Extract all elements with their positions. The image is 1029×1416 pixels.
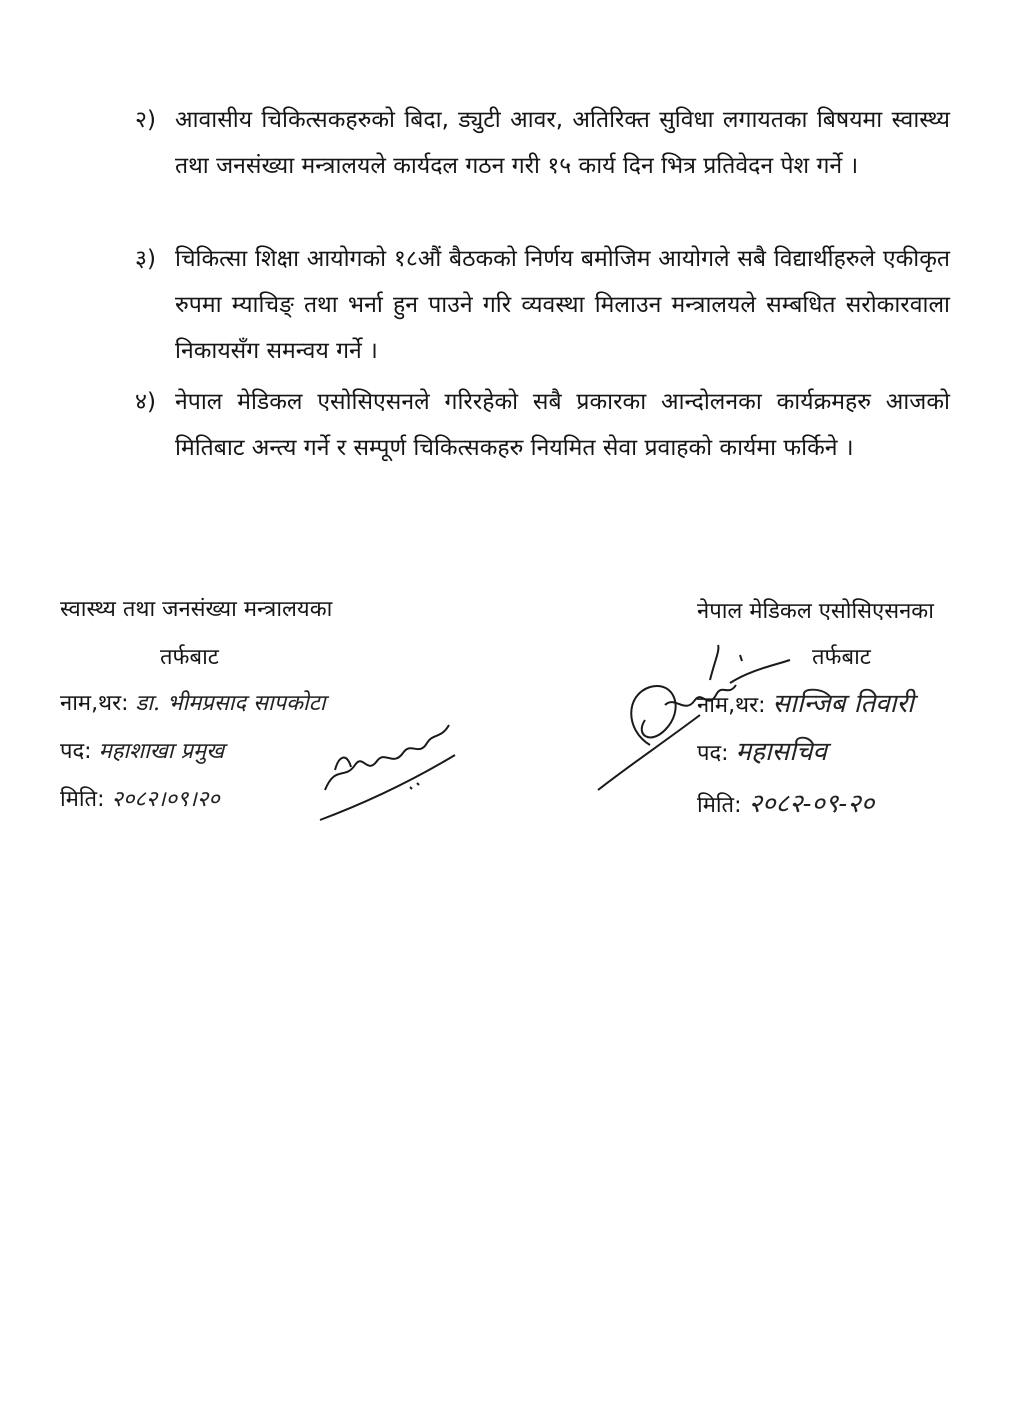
ministry-org-line: स्वास्थ्य तथा जनसंख्या मन्त्रालयका [60, 597, 333, 622]
point-2-text: आवासीय चिकित्सकहरुको बिदा, ड्युटी आवर, अतिरिक्त सुविधा लगायतका बिषयमा स्वास्थ्य तथा जनसंख्या मन्त्रालयले कार्यदल गठन गरी १५ कार्य दिन भित्र प्रतिवेदन पेश गर्ने । [175, 107, 950, 179]
ministry-signature [315, 695, 465, 825]
ministry-name-row [60, 690, 326, 718]
ministry-name-value: डा. भीमप्रसाद सापकोटा [135, 691, 326, 716]
nma-post-label: पद: [697, 741, 729, 766]
ministry-date-row [60, 786, 220, 814]
nma-date-value: २०८२-०९-२० [748, 789, 875, 819]
point-2 [135, 97, 950, 189]
nma-signature [590, 635, 790, 795]
point-4-number: ४) [135, 389, 156, 415]
point-3 [135, 236, 950, 374]
nma-org-line: नेपाल मेडिकल एसोसिएसनका [697, 599, 934, 624]
nma-name-value: सान्जिब तिवारी [772, 689, 914, 719]
ministry-name-label: नाम,थर: [60, 691, 129, 716]
nma-post-value: महासचिव [735, 737, 827, 767]
nma-on-behalf: तर्फबाट [812, 645, 871, 670]
ministry-on-behalf: तर्फबाट [160, 645, 219, 670]
ministry-post-label: पद: [60, 739, 92, 764]
point-4 [135, 379, 950, 471]
ministry-date-value: २०८२।०९।२० [111, 787, 220, 812]
point-3-number: ३) [135, 246, 156, 272]
point-3-text: चिकित्सा शिक्षा आयोगको १८औं बैठकको निर्णय बमोजिम आयोगले सबै विद्यार्थीहरुले एकीकृत रुपमा म्याचिङ् तथा भर्ना हुन पाउने गरि व्यवस्था मिलाउन मन्त्रालयले सम्बधित सरोकारवाला निकायसँग समन्वय गर्ने । [175, 246, 950, 364]
ministry-post-value: महाशाखा प्रमुख [98, 739, 225, 764]
point-2-number: २) [135, 107, 156, 133]
point-4-text: नेपाल मेडिकल एसोसिएसनले गरिरहेको सबै प्रकारका आन्दोलनका कार्यक्रमहरु आजको मितिबाट अन्त्य गर्ने र सम्पूर्ण चिकित्सकहरु नियमित सेवा प्रवाहको कार्यमा फर्किने । [175, 389, 950, 461]
ministry-date-label: मिति: [60, 787, 105, 812]
ministry-post-row [60, 738, 224, 766]
nma-name-label: नाम,थर: [697, 693, 766, 718]
nma-date-label: मिति: [697, 793, 742, 818]
